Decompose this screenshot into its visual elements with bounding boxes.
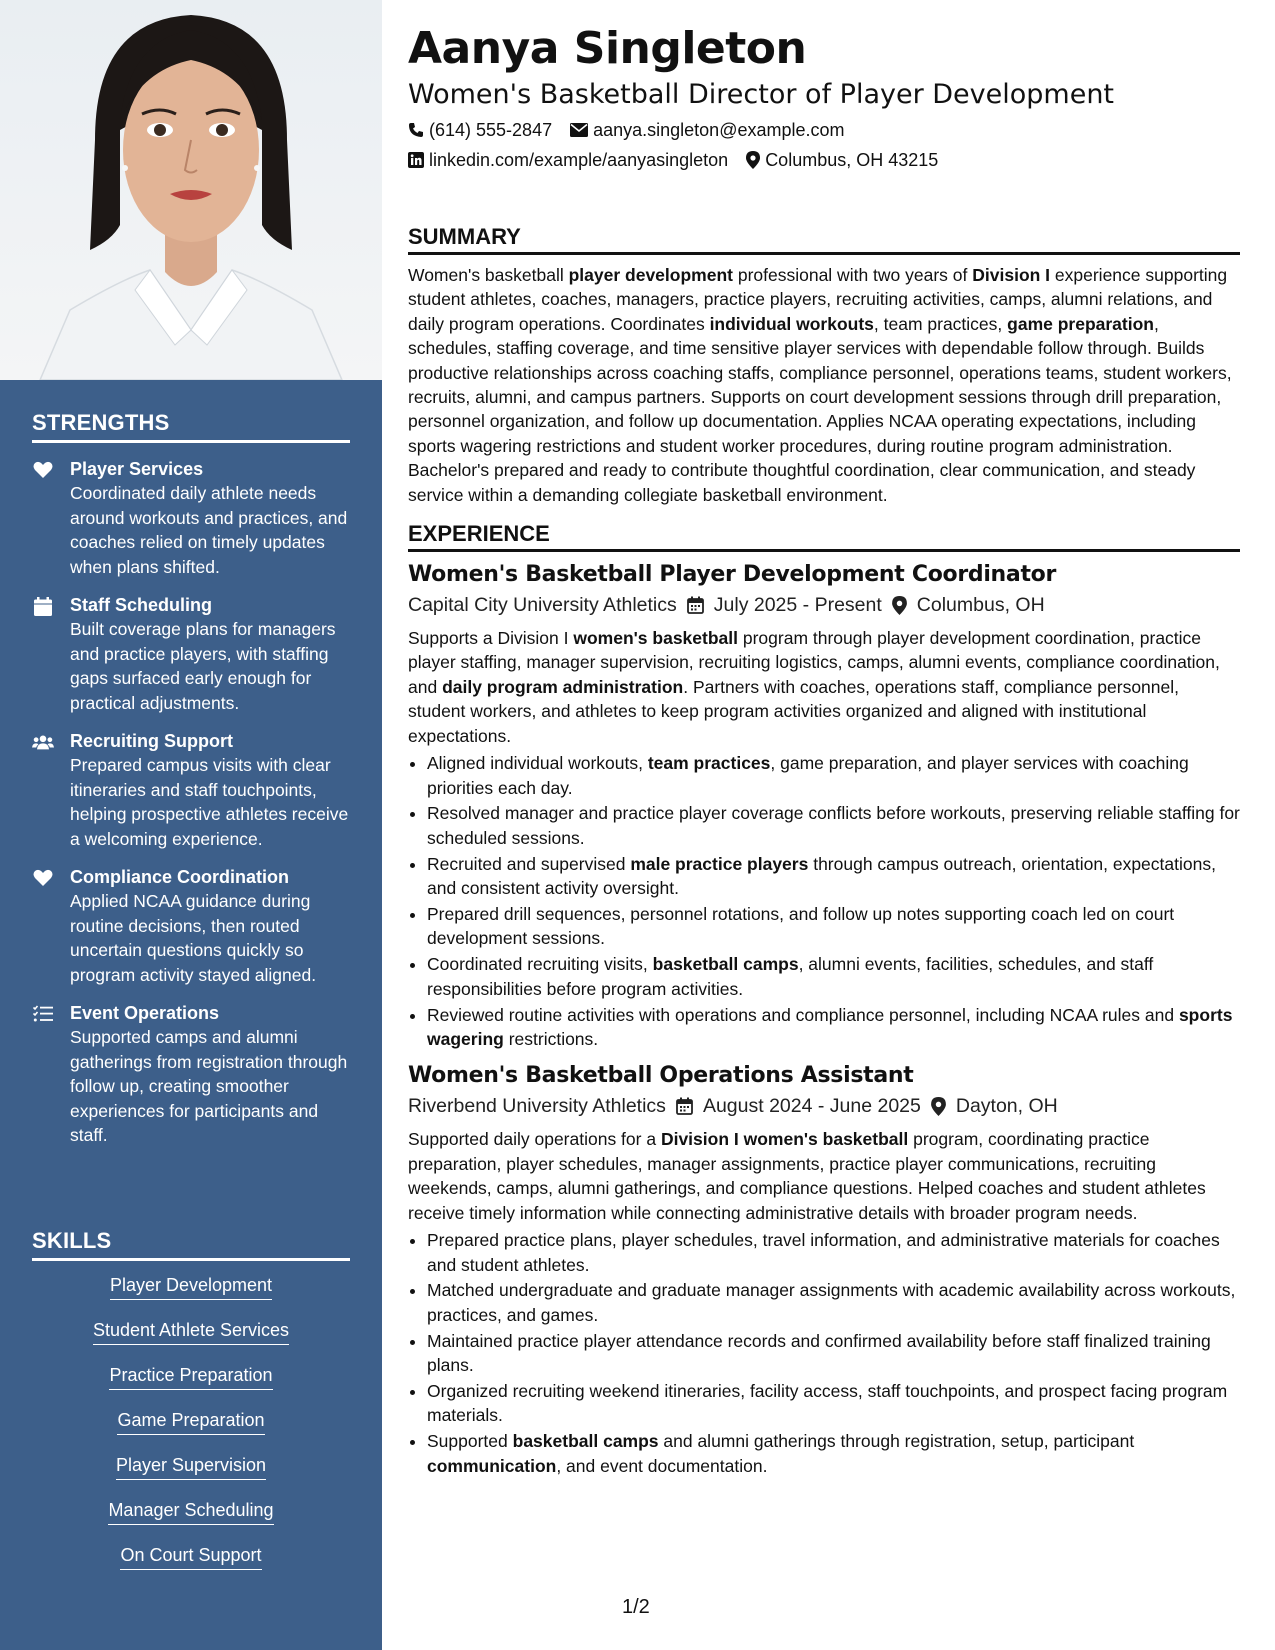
skills-heading: SKILLS (32, 1228, 350, 1261)
emphasis-text: game preparation (1007, 313, 1154, 334)
bullet-item: • Recruited and supervised male practice players through campus outreach, orientation, expectations, and consistent activity oversight. (427, 852, 1240, 901)
job-dates: August 2024 - June 2025 (702, 1095, 921, 1118)
emphasis-text: player development (568, 265, 733, 285)
bullet-item: • Prepared drill sequences, personnel rotations, and follow up notes supporting coach led on court development sessions. (427, 902, 1240, 951)
experience-heading: EXPERIENCE (408, 521, 1240, 552)
map-pin-icon (892, 596, 907, 615)
emphasis-text: Division I (972, 265, 1051, 285)
job-organization: Capital City University Athletics (408, 594, 677, 617)
job-meta (408, 1091, 1240, 1121)
emphasis-text: Division I women's basketball (660, 1129, 909, 1150)
job-title: Women's Basketball Operations Assistant (408, 1063, 914, 1089)
skills-list (32, 1273, 350, 1588)
strength-title: Compliance Coordination (70, 867, 290, 887)
bullet-item: • Organized recruiting weekend itineraries, facility access, staff touchpoints, and prospect facing program materials. (427, 1379, 1240, 1428)
summary-text: Women's basketball player development professional with two years of Division I experience supporting student athletes, coaches, managers, practice players, recruiting activities, camps, alumni relations, and daily program operations. Coordinates individual workouts, team practices, game preparation, schedules, staffing coverage, and time sensitive player services with dependable follow through. Builds productive relationships across coaching staffs, compliance personnel, operations teams, student workers, recruits, alumni, and campus partners. Supports on court development sessions through drill preparation, personnel organization, and follow up documentation. Applies NCAA operating expectations, including sports wagering restrictions and student worker procedures, during routine program administration. Bachelor's prepared and ready to contribute thoughtful coordination, clear communication, and steady service within a demanding collegiate basketball environment. (408, 265, 1232, 505)
calendar-icon (32, 596, 54, 616)
contact-row-1 (408, 118, 1240, 142)
phone-text: (614) 555-2847 (429, 120, 553, 140)
strength-item (32, 1001, 350, 1148)
map-pin-icon (931, 1097, 946, 1116)
candidate-name: Aanya Singleton (408, 23, 807, 74)
users-icon (32, 732, 54, 752)
page-number: 1/2 (622, 1596, 650, 1618)
linkedin-contact[interactable] (408, 148, 728, 172)
skill-item: On Court Support (120, 1543, 261, 1570)
map-pin-icon (746, 151, 760, 169)
linkedin-icon (408, 152, 424, 168)
strength-description: Coordinated daily athlete needs around workouts and practices, and coaches relied on timely updates when plans shifted. (70, 483, 348, 577)
experience-entry (408, 560, 1240, 1051)
bullet-item: • Resolved manager and practice player coverage conflicts before workouts, preserving reliable staffing for scheduled sessions. (427, 801, 1240, 850)
skill-item: Practice Preparation (109, 1363, 272, 1390)
emphasis-text: individual workouts (709, 313, 874, 334)
emphasis-text: male practice players (630, 853, 809, 874)
profile-photo (0, 0, 382, 380)
strengths-heading: STRENGTHS (32, 410, 350, 443)
bullet-item: • Prepared practice plans, player schedules, travel information, and administrative materials for coaches and student athletes. (427, 1228, 1240, 1277)
strength-description: Built coverage plans for managers and practice players, with staffing gaps surfaced early enough for practical adjustments. (70, 619, 336, 713)
skill-item: Game Preparation (117, 1408, 264, 1435)
main-content (408, 20, 1240, 1480)
bullet-item: • Matched undergraduate and graduate manager assignments with academic availability across workouts, practices, and games. (427, 1278, 1240, 1327)
job-location: Dayton, OH (955, 1095, 1058, 1118)
phone-icon (408, 122, 424, 138)
strength-description: Prepared campus visits with clear itineraries and staff touchpoints, helping prospective athletes receive a welcoming experience. (70, 755, 349, 849)
strength-description: Applied NCAA guidance during routine decisions, then routed uncertain questions quickly so program activity stayed aligned. (70, 891, 317, 985)
email-contact[interactable] (570, 118, 844, 142)
job-dates: July 2025 - Present (713, 594, 882, 617)
skill-item: Student Athlete Services (93, 1318, 289, 1345)
phone-contact (408, 118, 552, 142)
calendar-icon (676, 1097, 693, 1115)
skill-item: Player Supervision (116, 1453, 266, 1480)
job-bullets (408, 751, 1240, 1051)
strengths-section (32, 410, 350, 1148)
location-contact (746, 148, 938, 172)
experience-list (408, 560, 1240, 1478)
strength-item (32, 865, 350, 987)
strength-item (32, 457, 350, 579)
bullet-item: • Reviewed routine activities with operations and compliance personnel, including NCAA rules and sports wagering restrictions. (427, 1003, 1240, 1052)
job-location: Columbus, OH (916, 594, 1045, 617)
job-meta (408, 590, 1240, 620)
contact-row-2 (408, 148, 1240, 172)
skill-item: Manager Scheduling (108, 1498, 273, 1525)
heart-icon (32, 868, 54, 888)
bullet-item: • Supported basketball camps and alumni gatherings through registration, setup, participant communication, and event documentation. (427, 1429, 1240, 1478)
portrait-image (0, 0, 382, 380)
job-bullets (408, 1228, 1240, 1478)
emphasis-text: communication (427, 1455, 557, 1476)
skill-item: Player Development (110, 1273, 272, 1300)
email-text: aanya.singleton@example.com (593, 120, 845, 140)
strengths-list (32, 457, 350, 1148)
sidebar (0, 0, 382, 1650)
job-description: Supports a Division I women's basketball program through player development coordination, practice player staffing, manager supervision, recruiting logistics, camps, alumni events, compliance coordination, and daily program administration. Partners with coaches, operations staff, compliance personnel, student workers, and athletes to keep program activities organized and aligned with institutional expectations. (408, 628, 1220, 746)
bullet-item: • Maintained practice player attendance records and confirmed availability before staff finalized training plans. (427, 1329, 1240, 1378)
linkedin-text: linkedin.com/example/aanyasingleton (429, 150, 729, 170)
calendar-icon (687, 596, 704, 614)
emphasis-text: basketball camps (512, 1431, 659, 1452)
job-description: Supported daily operations for a Division I women's basketball program, coordinating practice preparation, player schedules, manager assignments, practice player communications, recruiting weekends, camps, alumni gatherings, and compliance questions. Helped coaches and student athletes receive timely information while connecting administrative details with broader program needs. (408, 1129, 1206, 1223)
strength-title: Event Operations (70, 1003, 220, 1023)
envelope-icon (570, 123, 588, 137)
summary-heading: SUMMARY (408, 224, 1240, 255)
candidate-title: Women's Basketball Director of Player Development (408, 79, 1115, 110)
strength-title: Player Services (70, 459, 204, 479)
heart-icon (32, 460, 54, 480)
strength-item (32, 593, 350, 715)
job-organization: Riverbend University Athletics (408, 1095, 666, 1118)
skills-section (32, 1228, 350, 1588)
strength-item (32, 729, 350, 851)
emphasis-text: women's basketball (573, 628, 738, 649)
emphasis-text: basketball camps (652, 954, 799, 975)
emphasis-text: team practices (647, 753, 771, 774)
bullet-item: • Aligned individual workouts, team practices, game preparation, and player services with coaching priorities each day. (427, 751, 1240, 800)
bullet-item: • Coordinated recruiting visits, basketball camps, alumni events, facilities, schedules, and staff responsibilities before program activities. (427, 952, 1240, 1001)
experience-entry (408, 1061, 1240, 1478)
job-title: Women's Basketball Player Development Coordinator (408, 562, 1057, 588)
list-check-icon (32, 1004, 54, 1024)
emphasis-text: sports wagering (427, 1004, 1233, 1050)
strength-title: Staff Scheduling (70, 595, 213, 615)
strength-title: Recruiting Support (70, 731, 233, 751)
strength-description: Supported camps and alumni gatherings from registration through follow up, creating smoother experiences for participants and staff. (70, 1027, 348, 1145)
location-text: Columbus, OH 43215 (765, 150, 939, 170)
emphasis-text: daily program administration (442, 676, 684, 697)
